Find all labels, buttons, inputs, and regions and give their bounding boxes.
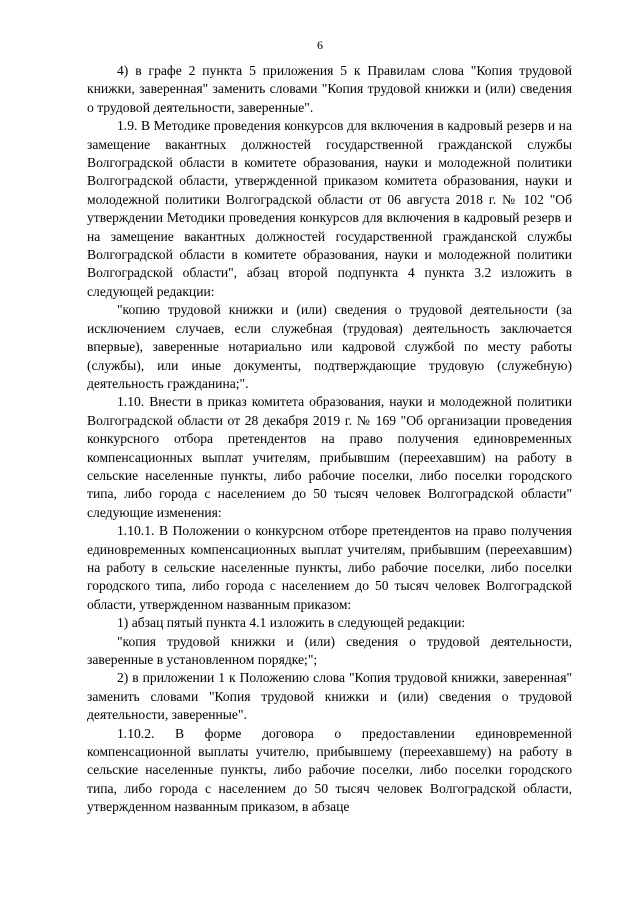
- paragraph-1-10: 1.10. Внести в приказ комитета образования, науки и молодежной политики Волгоградской области от 28 декабря 2019 г. № 169 "Об организации проведения конкурсного отбора претендентов на право получения единовременных компенсационных выплат учителям, прибывшим (переехавшим) на работу в сельские населенные пункты, либо рабочие поселки, либо поселки городского типа, либо города с населением до 50 тысяч человек Волгоградской области" следующие изменения:: [87, 394, 572, 520]
- paragraph-quote-trudovaya-kopiya: "копию трудовой книжки и (или) сведения о трудовой деятельности (за исключением случаев, если служебная (трудовая) деятельность заключается впервые), заверенные нотариально или кадровой службой по месту работы (службы), или иные документы, подтверждающие трудовую (служебную) деятельность гражданина;".: [87, 302, 572, 391]
- page-number: 6: [317, 38, 323, 52]
- paragraph-item-1: 1) абзац пятый пункта 4.1 изложить в следующей редакции:: [117, 615, 466, 631]
- paragraph-1-9: 1.9. В Методике проведения конкурсов для включения в кадровый резерв и на замещение вакантных должностей государственной гражданской службы Волгоградской области в комитете образования, науки и молодежной политики Волгоградской области, утвержденной приказом комитета образования, науки и молодежной политики Волгоградской области от 06 августа 2018 г. № 102 "Об утверждении Методики проведения конкурсов для включения в кадровый резерв и на замещение вакантных должностей государственной гражданской службы Волгоградской области в комитете образования, науки и молодежной политики Волгоградской области", абзац второй подпункта 4 пункта 3.2 изложить в следующей редакции:: [87, 118, 572, 299]
- paragraph-1-10-1: 1.10.1. В Положении о конкурсном отборе претендентов на право получения единовременных компенсационных выплат учителям, прибывшим (переехавшим) на работу в сельские населенные пункты, либо рабочие поселки, либо поселки городского типа, либо города с населением до 50 тысяч человек Волгоградской области, утвержденном названным приказом:: [87, 523, 572, 612]
- paragraph-item-4-graph: 4) в графе 2 пункта 5 приложения 5 к Правилам слова "Копия трудовой книжки, заверенная" заменить словами "Копия трудовой книжки и (или) сведения о трудовой деятельности, заверенные".: [87, 63, 572, 115]
- paragraph-item-2: 2) в приложении 1 к Положению слова "Копия трудовой книжки, заверенная" заменить словами "Копия трудовой книжки и (или) сведения о трудовой деятельности, заверенные".: [87, 670, 572, 723]
- document-body: [87, 62, 572, 817]
- paragraph-1-10-2: 1.10.2. В форме договора о предоставлении единовременной компенсационной выплаты учителю, прибывшему (переехавшему) на работу в сельские населенные пункты, либо рабочие поселки, либо поселки городского типа, либо города с населением до 50 тысяч человек Волгоградской области, утвержденном названным приказом, в абзаце: [87, 725, 572, 815]
- paragraph-quote-kopiya: "копия трудовой книжки и (или) сведения о трудовой деятельности, заверенные в установленном порядке;";: [87, 633, 572, 667]
